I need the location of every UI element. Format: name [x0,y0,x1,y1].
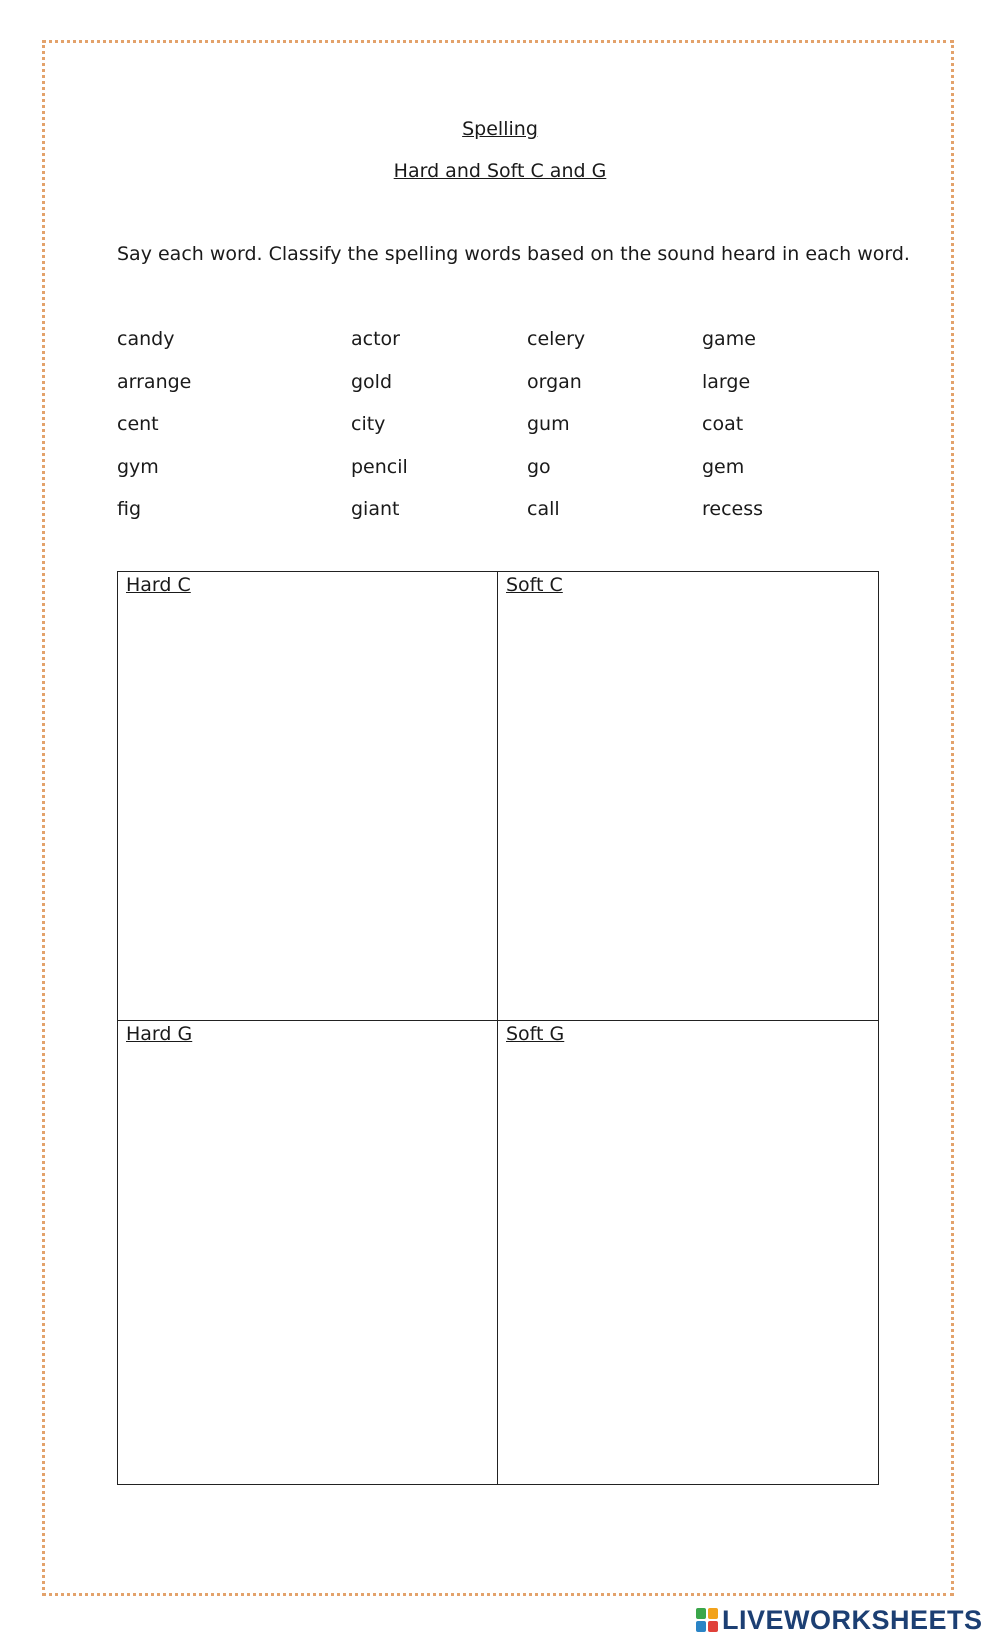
soft-c-drop-zone[interactable] [498,572,878,1020]
soft-g-label: Soft G [506,1023,565,1045]
word: call [527,498,560,520]
word: game [702,328,756,350]
word: gem [702,455,745,478]
word: pencil [351,455,408,478]
logo-text: LIVEWORKSHEETS [722,1604,983,1635]
instructions: Say each word. Classify the spelling words based on the sound heard in each word. [117,243,910,265]
word: celery [527,328,586,350]
logo-block [696,1608,706,1619]
word: arrange [117,370,192,393]
hard-g-label: Hard G [126,1023,193,1045]
word: giant [351,498,400,520]
hard-c-drop-zone[interactable] [118,572,498,1020]
liveworksheets-logo [696,1605,983,1635]
soft-c-label: Soft C [506,574,563,596]
logo-block [708,1608,718,1619]
word: cent [117,413,159,435]
logo-block [696,1621,706,1632]
hard-g-drop-zone[interactable] [118,1020,498,1484]
word: gold [351,370,393,393]
sorting-table [117,571,879,1485]
word: recess [702,498,764,520]
word: go [527,455,551,478]
logo-blocks-icon [696,1608,718,1632]
word: gym [117,455,159,478]
hard-c-label: Hard C [126,574,191,596]
word: organ [527,370,582,393]
word: actor [351,328,400,350]
word: candy [117,328,175,350]
logo-block [708,1621,718,1632]
word: fig [117,498,142,520]
word: gum [527,413,570,435]
word: large [702,370,751,393]
word: coat [702,413,744,435]
word: city [351,413,386,435]
page-title: Spelling [462,118,538,140]
page-subtitle: Hard and Soft C and G [393,160,607,182]
soft-g-drop-zone[interactable] [498,1020,878,1484]
